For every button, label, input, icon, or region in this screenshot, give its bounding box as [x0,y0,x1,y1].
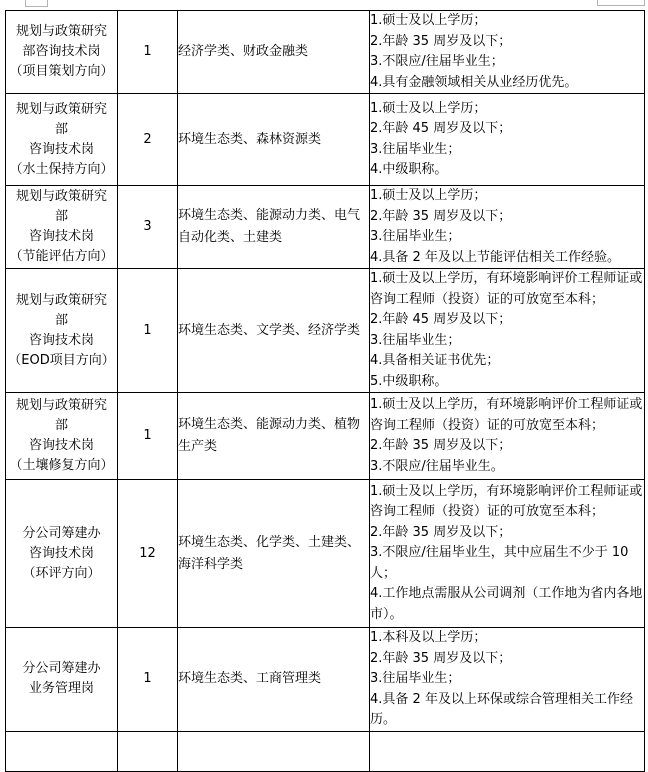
table-row [6,628,645,732]
majors-cell: 环境生态类、化学类、土建类、海洋科学类 [178,480,370,628]
requirements-cell [370,480,645,628]
position-cell [6,731,118,771]
requirement-item: 1.硕士及以上学历； [370,188,487,203]
headcount-cell: 1 [118,393,178,480]
position-line: （土壤修复方向） [9,458,114,473]
cropped-ui-artifact-left [25,0,48,7]
requirement-item: 1.硕士及以上学历； [370,100,487,116]
position-line: 规划与政策研究 [15,292,107,308]
position-line: 咨询技术岗 [28,545,94,561]
requirement-item: 1.硕士及以上学历，有环境影响评价工程师证或咨询工程师（投资）证的可放宽至本科； [370,483,643,520]
table-row [6,269,645,393]
position-line: 部 [54,209,68,224]
position-cell [6,480,118,628]
position-cell [6,11,118,94]
majors-cell: 环境生态类、能源动力类、植物生产类 [178,393,370,480]
requirement-item: 3.往届毕业生； [370,671,461,686]
requirement-item: 1.硕士及以上学历，有环境影响评价工程师证或咨询工程师（投资）证的可放宽至本科； [370,271,643,307]
requirement-item: 2.年龄 45 周岁及以下； [370,121,512,136]
requirement-item: 3.往届毕业生； [370,229,461,244]
job-table-body [6,11,645,772]
headcount-cell: 1 [118,628,178,732]
headcount-cell [118,731,178,771]
recruitment-table [5,10,645,772]
table-row [6,186,645,269]
requirements-cell [370,186,645,269]
position-line: （环评方向） [22,565,101,581]
table-row [6,94,645,186]
requirement-item: 3.不限应/往届毕业生。 [370,458,504,474]
requirement-item: 2.年龄 35 周岁及以下； [370,438,512,453]
majors-cell: 环境生态类、工商管理类 [178,628,370,732]
position-line: 咨询技术岗 [28,141,94,157]
position-line: 业务管理岗 [28,681,94,697]
position-line: 分公司筹建办 [22,661,101,677]
position-line: （节能评估方向） [9,249,114,264]
requirement-item: 1.本科及以上学历； [370,630,487,645]
position-line: （项目策划方向） [9,64,114,79]
requirement-item: 1.硕士及以上学历，有环境影响评价工程师证或咨询工程师（投资）证的可放宽至本科； [370,397,643,433]
headcount-cell: 12 [118,480,178,628]
position-line: 咨询技术岗 [28,332,94,348]
requirement-item: 2.年龄 35 周岁及以下； [370,208,512,224]
headcount-cell: 1 [118,11,178,94]
position-cell [6,94,118,186]
requirements-cell [370,393,645,480]
requirement-item: 4.具备 2 年及以上节能评估相关工作经验。 [370,249,620,265]
position-cell [6,628,118,732]
requirements-cell [370,269,645,393]
position-line: （EOD项目方向） [8,352,115,368]
requirement-item: 2.年龄 45 周岁及以下； [370,312,512,327]
requirement-item: 2.年龄 35 周岁及以下； [370,33,512,49]
table-row [6,480,645,628]
requirement-item: 4.中级职称。 [370,162,448,177]
position-cell [6,269,118,393]
majors-cell [178,731,370,771]
majors-cell: 环境生态类、文学类、经济学类 [178,269,370,393]
majors-cell: 环境生态类、能源动力类、电气自动化类、土建类 [178,186,370,269]
majors-cell: 环境生态类、森林资源类 [178,94,370,186]
requirement-item: 4.具备 2 年及以上环保或综合管理相关工作经历。 [370,691,633,727]
table-row [6,393,645,480]
requirements-cell [370,731,645,771]
requirements-cell [370,11,645,94]
requirement-item: 3.往届毕业生； [370,141,461,157]
table-row [6,11,645,94]
position-line: 咨询技术岗 [28,438,94,453]
requirement-item: 4.工作地点需服从公司调剂（工作地为省内各地市）。 [370,586,643,622]
requirement-item: 4.具备相关证书优先； [370,353,500,368]
requirement-item: 1.硕士及以上学历； [370,13,487,28]
requirement-item: 3.不限应/往届毕业生； [370,54,504,69]
requirement-item: 3.不限应/往届毕业生，其中应届生不少于 10 人； [370,545,629,581]
requirement-item: 2.年龄 35 周岁及以下； [370,524,512,540]
headcount-cell: 1 [118,269,178,393]
position-cell [6,186,118,269]
requirement-item: 5.中级职称。 [370,373,448,389]
position-line: 部 [54,312,68,328]
requirements-cell [370,628,645,732]
table-row-partial [6,731,645,771]
position-line: 规划与政策研究 [15,398,107,413]
position-line: 规划与政策研究 [15,24,107,39]
position-line: （水土保持方向） [9,161,114,177]
cropped-ui-artifact-right [597,0,645,6]
position-line: 分公司筹建办 [22,525,101,541]
majors-cell: 经济学类、财政金融类 [178,11,370,94]
position-line: 部 [54,418,68,433]
headcount-cell: 3 [118,186,178,269]
position-line: 规划与政策研究 [15,189,107,204]
requirement-item: 2.年龄 35 周岁及以下； [370,650,512,666]
position-line: 咨询技术岗 [28,229,94,244]
position-cell [6,393,118,480]
requirement-item: 3.往届毕业生； [370,332,461,348]
requirements-cell [370,94,645,186]
requirement-item: 4.具有金融领域相关从业经历优先。 [370,74,578,90]
position-line: 部 [54,121,68,137]
headcount-cell: 2 [118,94,178,186]
position-line: 规划与政策研究 [15,101,107,117]
position-line: 部咨询技术岗 [22,44,101,59]
